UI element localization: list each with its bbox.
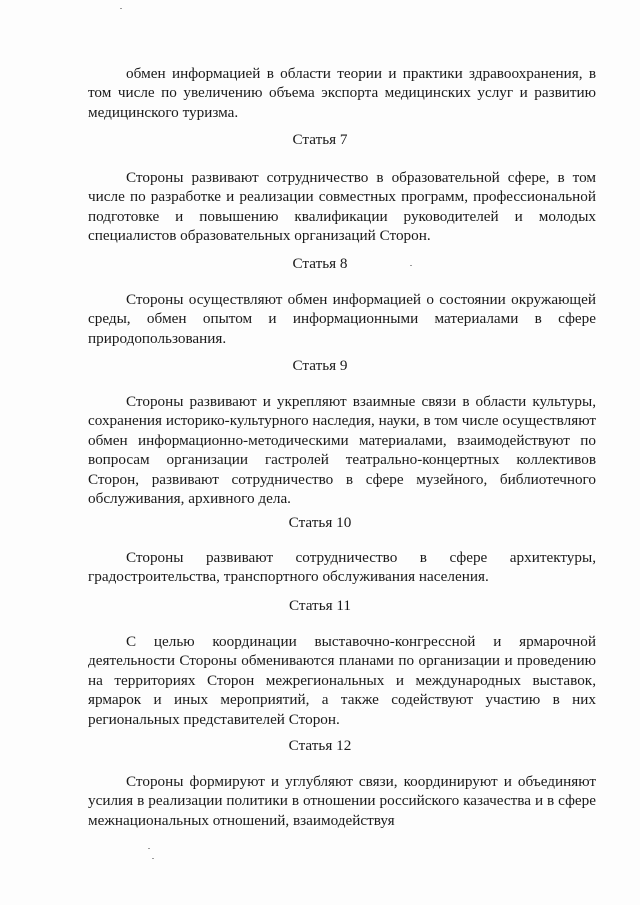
intro-paragraph: обмен информацией в области теории и практики здравоохранения, в том числе по увеличению объема экспорта медицинских услуг и развитию медицинского туризма. (88, 65, 596, 121)
article-10-title: Статья 10 (288, 514, 352, 531)
scan-speck (148, 848, 150, 849)
article-7-title: Статья 7 (292, 131, 348, 148)
scan-speck (120, 8, 122, 9)
scan-speck (410, 265, 412, 266)
article-8-text: Стороны осуществляют обмен информацией о состоянии окружающей среды, обмен опытом и информационными материалами в сфере природопользования. (88, 291, 596, 347)
article-11-title: Статья 11 (288, 597, 352, 614)
article-12-title: Статья 12 (288, 737, 352, 754)
article-10-text: Стороны развивают сотрудничество в сфере архитектуры, градостроительства, транспортного обслуживания населения. (88, 549, 596, 586)
article-9-title: Статья 9 (292, 357, 348, 374)
article-7-text: Стороны развивают сотрудничество в образовательной сфере, в том числе по разработке и реализации совместных программ, профессиональной подготовке и повышению квалификации руководителей и молодых специалистов образовательных организаций Сторон. (88, 169, 596, 245)
article-12-text: Стороны формируют и углубляют связи, координируют и объединяют усилия в реализации политики в отношении российского казачества и в сфере межнациональных отношений, взаимодействуя (88, 773, 596, 829)
article-11-text: С целью координации выставочно-конгрессной и ярмарочной деятельности Стороны обмениваются планами по организации и проведению на территориях Сторон межрегиональных и международных выставок, ярмарок и иных мероприятий, а также содействуют участию в них региональных представителей Сторон. (88, 633, 596, 728)
article-8-title: Статья 8 (292, 255, 348, 272)
scan-speck (152, 858, 154, 859)
article-9-text: Стороны развивают и укрепляют взаимные связи в области культуры, сохранения историко-культурного наследия, науки, в том числе осуществляют обмен информационно-методическими материалами, взаимодействуют по вопросам организации гастролей театрально-концертных коллективов Сторон, развивают сотрудничество в сфере музейного, библиотечного обслуживания, архивного дела. (88, 393, 596, 508)
